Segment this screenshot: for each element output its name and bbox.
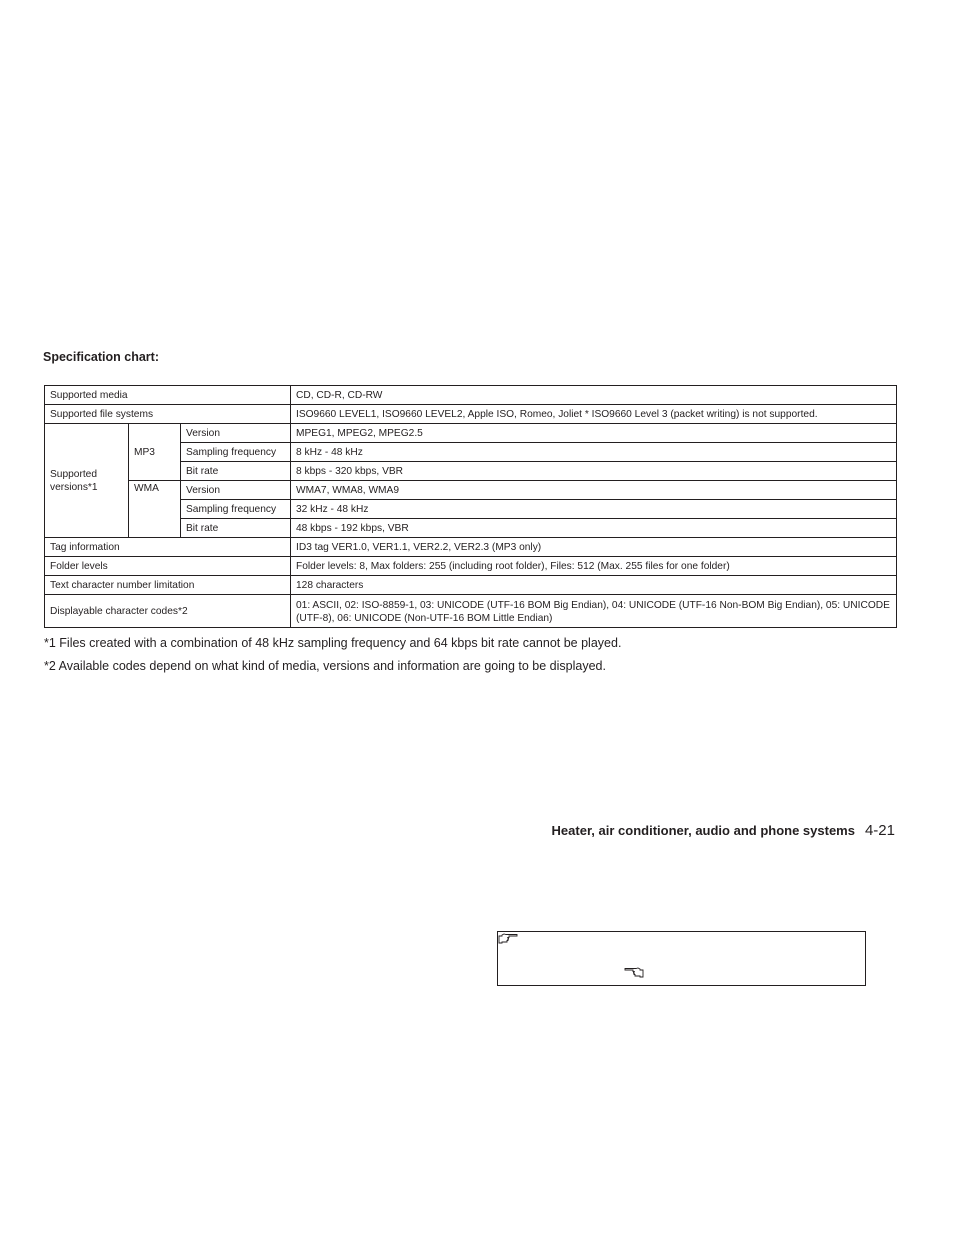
- sub-label: Sampling frequency: [181, 500, 291, 519]
- row-value: MPEG1, MPEG2, MPEG2.5: [291, 424, 897, 443]
- supported-versions-label: Supported versions*1: [45, 424, 129, 538]
- footnote-1: *1 Files created with a combination of 48 kHz sampling frequency and 64 kbps bit rate cannot be played.: [44, 636, 622, 650]
- table-row-wma-version: [45, 481, 897, 500]
- table-row-char-codes: [45, 595, 897, 628]
- footnote-2: *2 Available codes depend on what kind of media, versions and information are going to be displayed.: [44, 659, 606, 673]
- row-label: Supported media: [45, 386, 291, 405]
- page-footer: [552, 822, 895, 839]
- row-label: Supported file systems: [45, 405, 291, 424]
- row-value: WMA7, WMA8, WMA9: [291, 481, 897, 500]
- row-value: 32 kHz - 48 kHz: [291, 500, 897, 519]
- page-number: 4-21: [864, 822, 895, 839]
- row-value: ID3 tag VER1.0, VER1.1, VER2.2, VER2.3 (MP3 only): [291, 538, 897, 557]
- row-label: Text character number limitation: [45, 576, 291, 595]
- sub-label: Sampling frequency: [181, 443, 291, 462]
- table-row-supported-file-systems: [45, 405, 897, 424]
- row-label: Tag information: [45, 538, 291, 557]
- row-label: Folder levels: [45, 557, 291, 576]
- hand-pointing-left-icon: [624, 966, 644, 984]
- footer-section-name: Heater, air conditioner, audio and phone systems: [551, 823, 855, 838]
- table-row-text-char-limit: [45, 576, 897, 595]
- format-label-mp3: MP3: [129, 424, 181, 481]
- table-row-folder-levels: [45, 557, 897, 576]
- row-value: ISO9660 LEVEL1, ISO9660 LEVEL2, Apple ISO, Romeo, Joliet * ISO9660 Level 3 (packet writing) is not supported.: [291, 405, 897, 424]
- row-value: 8 kHz - 48 kHz: [291, 443, 897, 462]
- row-value: 8 kbps - 320 kbps, VBR: [291, 462, 897, 481]
- row-value: 48 kbps - 192 kbps, VBR: [291, 519, 897, 538]
- row-label: Displayable character codes*2: [45, 595, 291, 628]
- sub-label: Bit rate: [181, 519, 291, 538]
- section-title: Specification chart:: [43, 350, 159, 364]
- sub-label: Version: [181, 424, 291, 443]
- row-value: 01: ASCII, 02: ISO-8859-1, 03: UNICODE (UTF-16 BOM Big Endian), 04: UNICODE (UTF-16 Non-BOM Big Endian), 05: UNICODE (UTF-8), 06: UNICODE (Non-UTF-16 BOM Little Endian): [291, 595, 897, 628]
- table-row-mp3-version: [45, 424, 897, 443]
- reference-box: [497, 931, 866, 986]
- table-row-tag-information: [45, 538, 897, 557]
- format-label-wma: WMA: [129, 481, 181, 538]
- sub-label: Version: [181, 481, 291, 500]
- sub-label: Bit rate: [181, 462, 291, 481]
- row-value: Folder levels: 8, Max folders: 255 (including root folder), Files: 512 (Max. 255 files for one folder): [291, 557, 897, 576]
- table-row-supported-media: [45, 386, 897, 405]
- specification-table: [44, 385, 897, 628]
- row-value: 128 characters: [291, 576, 897, 595]
- hand-pointing-right-icon: [498, 932, 518, 950]
- row-value: CD, CD-R, CD-RW: [291, 386, 897, 405]
